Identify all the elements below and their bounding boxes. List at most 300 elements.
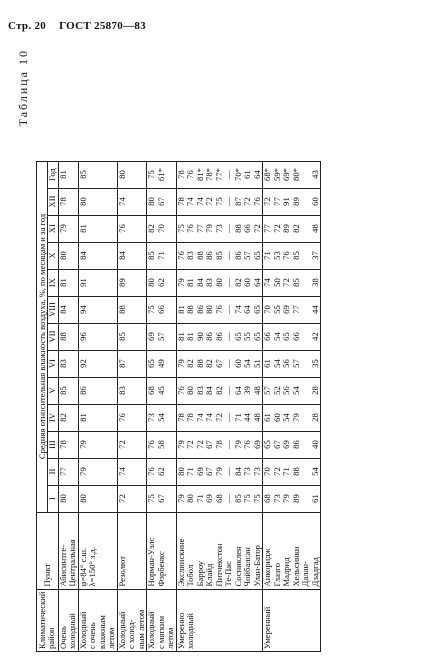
humidity-value: 91 <box>281 197 291 206</box>
station-name: Абисинтге- <box>57 544 68 587</box>
humidity-value: 75 <box>251 494 262 503</box>
humidity-value: 64 <box>251 278 262 287</box>
station-cell <box>147 512 177 589</box>
humidity-value: 48 <box>251 386 262 395</box>
humidity-value: 80 <box>146 197 156 206</box>
humidity-value: 70* <box>232 168 243 181</box>
humidity-value: — <box>223 440 233 449</box>
humidity-value: 57 <box>290 359 301 368</box>
value-cell <box>58 404 78 431</box>
humidity-value: 94 <box>77 305 88 314</box>
value-cell <box>58 350 78 377</box>
humidity-value: 71 <box>232 413 243 422</box>
humidity-value: 88 <box>290 467 301 476</box>
value-cell <box>147 215 177 242</box>
humidity-value: 88 <box>194 359 205 368</box>
humidity-value: 75 <box>146 170 156 179</box>
humidity-value: 77* <box>213 168 224 181</box>
humidity-value: 80 <box>185 494 195 503</box>
humidity-value: 68 <box>262 494 272 503</box>
humidity-value: — <box>223 197 233 206</box>
climate-line: холодный <box>185 613 195 649</box>
value-cell <box>263 431 321 458</box>
humidity-value: 71 <box>185 467 195 476</box>
humidity-value: 79 <box>77 467 88 476</box>
humidity-value: 76 <box>146 467 156 476</box>
humidity-value: 86 <box>194 305 205 314</box>
climate-line: ным летом <box>135 609 146 649</box>
humidity-value: 80 <box>204 305 214 314</box>
humidity-value: 54 <box>281 413 291 422</box>
station-name: Дзадгад <box>309 557 320 587</box>
humidity-value: 73 <box>213 224 224 233</box>
value-cell <box>78 296 117 323</box>
humidity-value: 69* <box>281 168 291 181</box>
climate-line: Очень <box>57 626 68 649</box>
humidity-value: 86 <box>204 251 214 260</box>
humidity-value: 71 <box>281 467 291 476</box>
climate-cell <box>176 589 263 651</box>
rotated-table-block <box>14 47 424 652</box>
humidity-value: 74 <box>185 197 195 206</box>
value-cell <box>176 188 263 215</box>
humidity-value: 88 <box>57 332 68 341</box>
humidity-value: 82 <box>213 386 224 395</box>
station-name: Экслинскине <box>175 538 186 587</box>
station-name: Чойбалсан <box>242 547 252 587</box>
value-cell <box>263 485 321 512</box>
humidity-value: 67 <box>204 467 214 476</box>
humidity-value: 86 <box>290 440 301 449</box>
col-group-header: Средняя относительная влажность воздуха, %, по месяцам и за год <box>37 161 48 512</box>
humidity-value: 77 <box>57 467 68 476</box>
humidity-value: 72 <box>281 278 291 287</box>
humidity-value: 78 <box>175 170 186 179</box>
station-name: Центральная <box>67 539 77 587</box>
value-cell <box>58 296 78 323</box>
climate-cell <box>263 589 321 651</box>
humidity-value: 76 <box>251 197 262 206</box>
humidity-value: 61 <box>262 359 272 368</box>
value-cell <box>147 350 177 377</box>
humidity-value: 71 <box>262 251 272 260</box>
value-cell <box>117 215 147 242</box>
humidity-value: 62 <box>155 467 166 476</box>
table-row <box>58 161 78 651</box>
humidity-value: — <box>223 251 233 260</box>
humidity-value: — <box>223 224 233 233</box>
value-cell <box>58 431 78 458</box>
humidity-value: 69 <box>194 467 205 476</box>
humidity-value: — <box>223 170 233 179</box>
month-header: IV <box>48 404 59 431</box>
value-cell <box>176 242 263 269</box>
humidity-value: 85 <box>213 251 224 260</box>
climate-line: с мягким <box>155 615 166 649</box>
humidity-value: 83 <box>204 278 214 287</box>
humidity-value: 64 <box>251 170 262 179</box>
climate-line: с очень <box>87 622 97 649</box>
humidity-value: — <box>223 413 233 422</box>
humidity-value: 62 <box>155 278 166 287</box>
humidity-value: 84 <box>232 467 243 476</box>
humidity-value: 58 <box>155 440 166 449</box>
humidity-value: 72 <box>271 467 282 476</box>
climate-line: влажным <box>96 615 107 649</box>
value-cell <box>117 242 147 269</box>
station-cell <box>117 512 147 589</box>
humidity-value: 66 <box>155 305 166 314</box>
humidity-value: 85 <box>116 332 127 341</box>
humidity-value: 49 <box>155 359 166 368</box>
humidity-value: 80 <box>77 494 88 503</box>
humidity-value: 74 <box>194 197 205 206</box>
humidity-value: 45 <box>155 386 166 395</box>
humidity-value: 80 <box>175 467 186 476</box>
humidity-value: 79 <box>213 467 224 476</box>
station-name: Тобол <box>185 564 195 587</box>
humidity-value: 79 <box>232 440 243 449</box>
month-header: I <box>48 485 59 512</box>
humidity-value: 67 <box>271 440 282 449</box>
humidity-value: 80 <box>146 278 156 287</box>
table-body <box>58 161 321 651</box>
humidity-value: 96 <box>77 332 88 341</box>
value-cell <box>78 458 117 485</box>
humidity-value: 69 <box>146 332 156 341</box>
humidity-value: 72 <box>251 224 262 233</box>
humidity-value: 67 <box>155 197 166 206</box>
humidity-value: 92 <box>77 359 88 368</box>
humidity-value: 76 <box>175 386 186 395</box>
value-cell <box>147 242 177 269</box>
humidity-value: 72 <box>262 197 272 206</box>
climate-cell <box>58 589 78 651</box>
humidity-value: 80 <box>57 251 68 260</box>
humidity-value: 74 <box>204 413 214 422</box>
humidity-value: 81* <box>194 168 205 181</box>
humidity-value: 39 <box>242 386 252 395</box>
value-cell <box>78 485 117 512</box>
humidity-value: 72 <box>271 224 282 233</box>
humidity-value: 57 <box>262 386 272 395</box>
value-cell <box>263 269 321 296</box>
value-cell <box>263 377 321 404</box>
table-caption: Таблица 10 <box>16 49 30 127</box>
humidity-value: 75 <box>175 224 186 233</box>
value-cell <box>58 215 78 242</box>
humidity-value: 76 <box>175 251 186 260</box>
humidity-value: 72 <box>185 440 195 449</box>
humidity-value: 79 <box>281 494 291 503</box>
humidity-value: 76 <box>185 224 195 233</box>
month-header: XII <box>48 188 59 215</box>
humidity-value: 77 <box>262 224 272 233</box>
station-name: Барроу <box>194 560 205 587</box>
humidity-value: 75 <box>213 197 224 206</box>
humidity-value: 89 <box>290 494 301 503</box>
humidity-value: 76 <box>116 224 127 233</box>
humidity-value: 87 <box>116 359 127 368</box>
humidity-value: 65 <box>251 332 262 341</box>
value-cell <box>176 161 263 188</box>
humidity-value: 77 <box>271 197 282 206</box>
value-cell <box>147 485 177 512</box>
humidity-value: 74 <box>116 467 127 476</box>
humidity-value: — <box>223 332 233 341</box>
humidity-value: 81 <box>57 170 68 179</box>
humidity-value: 86 <box>77 386 88 395</box>
station-name: φ=84° с.ш. <box>77 547 88 587</box>
month-header: V <box>48 377 59 404</box>
humidity-value: 76 <box>281 251 291 260</box>
humidity-value: 56 <box>281 359 291 368</box>
humidity-value: 60 <box>242 278 252 287</box>
humidity-value: 81 <box>175 332 186 341</box>
station-name: Улан-Батор <box>251 545 262 587</box>
humidity-value: 89 <box>116 278 127 287</box>
humidity-value: 76 <box>185 170 195 179</box>
humidity-value: 54 <box>271 359 282 368</box>
humidity-value: 59* <box>271 168 282 181</box>
value-cell <box>58 485 78 512</box>
value-cell <box>176 458 263 485</box>
humidity-value: 80 <box>213 278 224 287</box>
value-cell <box>58 188 78 215</box>
value-cell <box>147 377 177 404</box>
station-cell <box>176 512 263 589</box>
value-cell <box>176 485 263 512</box>
humidity-value: 85 <box>57 386 68 395</box>
humidity-value: 66 <box>242 224 252 233</box>
humidity-value: 65 <box>146 359 156 368</box>
value-cell <box>58 242 78 269</box>
humidity-value: 74 <box>116 197 127 206</box>
humidity-value: 78 <box>57 440 68 449</box>
humidity-value: 79 <box>175 278 186 287</box>
climate-line: летом <box>165 627 175 649</box>
humidity-value: 84 <box>116 251 127 260</box>
humidity-value: 75 <box>146 305 156 314</box>
humidity-value: 78 <box>213 440 224 449</box>
station-name: λ=150° з.д. <box>87 546 97 587</box>
humidity-value: 80 <box>185 386 195 395</box>
climate-line: с холод- <box>126 619 136 649</box>
standard-code: ГОСТ 25870—83 <box>59 20 146 32</box>
humidity-value: 72 <box>204 197 214 206</box>
humidity-value: 71 <box>194 494 205 503</box>
humidity-value: 82 <box>185 359 195 368</box>
climate-line: Холодный <box>77 611 88 649</box>
humidity-value: 83 <box>185 251 195 260</box>
humidity-value: 74 <box>262 278 272 287</box>
value-cell <box>147 296 177 323</box>
humidity-value: 65 <box>232 332 243 341</box>
value-cell <box>78 377 117 404</box>
humidity-value: 57 <box>155 332 166 341</box>
humidity-value: 50 <box>271 278 282 287</box>
value-cell <box>176 377 263 404</box>
humidity-value: 88 <box>116 305 127 314</box>
value-cell <box>117 431 147 458</box>
humidity-value: 60 <box>271 413 282 422</box>
humidity-value: 91 <box>77 278 88 287</box>
climate-cell <box>78 589 117 651</box>
humidity-value: 69 <box>281 305 291 314</box>
humidity-value: 72 <box>116 494 127 503</box>
humidity-value: 72 <box>213 413 224 422</box>
value-cell <box>176 269 263 296</box>
value-cell <box>78 431 117 458</box>
humidity-value: 73 <box>251 467 262 476</box>
humidity-value: 57 <box>242 251 252 260</box>
humidity-value: 54 <box>290 386 301 395</box>
value-cell <box>117 161 147 188</box>
station-name: Клайд <box>204 563 214 587</box>
humidity-value: 88 <box>185 305 195 314</box>
station-name: Глазго <box>271 563 282 587</box>
station-cell <box>78 512 117 589</box>
value-cell <box>78 242 117 269</box>
humidity-value: 53 <box>271 251 282 260</box>
humidity-value: 79 <box>77 440 88 449</box>
value-cell <box>176 296 263 323</box>
value-cell <box>117 404 147 431</box>
value-cell <box>176 350 263 377</box>
climate-line: холодный <box>67 613 77 649</box>
humidity-value: 68 <box>146 386 156 395</box>
humidity-value: 61* <box>155 168 166 181</box>
station-cell <box>58 512 78 589</box>
humidity-value: 51 <box>251 359 262 368</box>
humidity-value: 81 <box>175 305 186 314</box>
humidity-value: — <box>223 494 233 503</box>
humidity-value: 76 <box>242 440 252 449</box>
humidity-value: 84 <box>77 251 88 260</box>
station-name: Те-Пас <box>223 561 233 587</box>
col-station-header: Пункт <box>37 512 59 589</box>
humidity-value: 81 <box>77 224 88 233</box>
humidity-value: 76 <box>146 440 156 449</box>
humidity-value: 86 <box>204 332 214 341</box>
humidity-value: 84 <box>204 386 214 395</box>
station-name: Питчекстон <box>213 543 224 587</box>
humidity-value: 79 <box>175 359 186 368</box>
humidity-value: 82 <box>290 224 301 233</box>
humidity-value: 85 <box>232 494 243 503</box>
station-cell <box>263 512 321 589</box>
value-cell <box>58 458 78 485</box>
humidity-value: 56 <box>281 386 291 395</box>
humidity-value: 43 <box>309 170 320 179</box>
value-cell <box>117 323 147 350</box>
humidity-value: 61 <box>262 413 272 422</box>
value-cell <box>147 269 177 296</box>
humidity-value: 77 <box>290 305 301 314</box>
table-row <box>147 161 177 651</box>
month-header: Год <box>48 161 59 188</box>
value-cell <box>263 296 321 323</box>
humidity-value: 81 <box>57 278 68 287</box>
value-cell <box>78 404 117 431</box>
station-name: Сосниклен <box>232 546 243 587</box>
humidity-value: 71 <box>155 251 166 260</box>
month-header: II <box>48 458 59 485</box>
humidity-value: 37 <box>309 251 320 260</box>
value-cell <box>117 485 147 512</box>
humidity-value: 60 <box>232 359 243 368</box>
climate-cell <box>147 589 177 651</box>
humidity-value: 44 <box>242 413 252 422</box>
humidity-value: 76 <box>213 305 224 314</box>
humidity-value: 78 <box>175 413 186 422</box>
value-cell <box>263 242 321 269</box>
humidity-value: 83 <box>57 359 68 368</box>
value-cell <box>147 323 177 350</box>
humidity-value: 68* <box>262 168 272 181</box>
humidity-value: 78 <box>57 197 68 206</box>
humidity-value: 54 <box>309 467 320 476</box>
humidity-value: 81 <box>185 332 195 341</box>
value-cell <box>58 377 78 404</box>
humidity-value: 70 <box>262 305 272 314</box>
value-cell <box>78 350 117 377</box>
humidity-value: 68 <box>213 494 224 503</box>
humidity-value: 65 <box>281 332 291 341</box>
table-row <box>263 161 321 651</box>
humidity-value: 76 <box>116 413 127 422</box>
station-name: Далан- <box>300 561 310 587</box>
humidity-value: 84 <box>194 278 205 287</box>
month-header: X <box>48 242 59 269</box>
value-cell <box>176 404 263 431</box>
value-cell <box>117 458 147 485</box>
value-cell <box>147 161 177 188</box>
humidity-value: 77 <box>194 224 205 233</box>
month-header: XI <box>48 215 59 242</box>
value-cell <box>176 431 263 458</box>
humidity-value: 44 <box>309 305 320 314</box>
value-cell <box>263 161 321 188</box>
value-cell <box>147 188 177 215</box>
value-cell <box>78 323 117 350</box>
page-number: Стр. 20 <box>8 20 47 32</box>
value-cell <box>263 350 321 377</box>
value-cell <box>147 404 177 431</box>
humidity-value: 70 <box>155 224 166 233</box>
humidity-value: 69 <box>251 440 262 449</box>
humidity-value: 79 <box>175 440 186 449</box>
humidity-value: 82 <box>146 224 156 233</box>
humidity-value: 79 <box>290 413 301 422</box>
month-header: VI <box>48 350 59 377</box>
humidity-value: 78* <box>204 168 214 181</box>
humidity-value: 48 <box>251 413 262 422</box>
humidity-value: 86 <box>232 251 243 260</box>
climate-cell <box>117 589 147 651</box>
value-cell <box>78 161 117 188</box>
humidity-value: 81 <box>185 278 195 287</box>
humidity-value: 85 <box>290 278 301 287</box>
humidity-value: 40 <box>309 440 320 449</box>
month-header: III <box>48 431 59 458</box>
humidity-value: 64 <box>242 305 252 314</box>
humidity-value: 73 <box>271 494 282 503</box>
humidity-value: 74 <box>232 305 243 314</box>
climate-line: Холодный <box>146 611 156 649</box>
humidity-value: 80 <box>116 170 127 179</box>
humidity-table <box>36 161 321 652</box>
